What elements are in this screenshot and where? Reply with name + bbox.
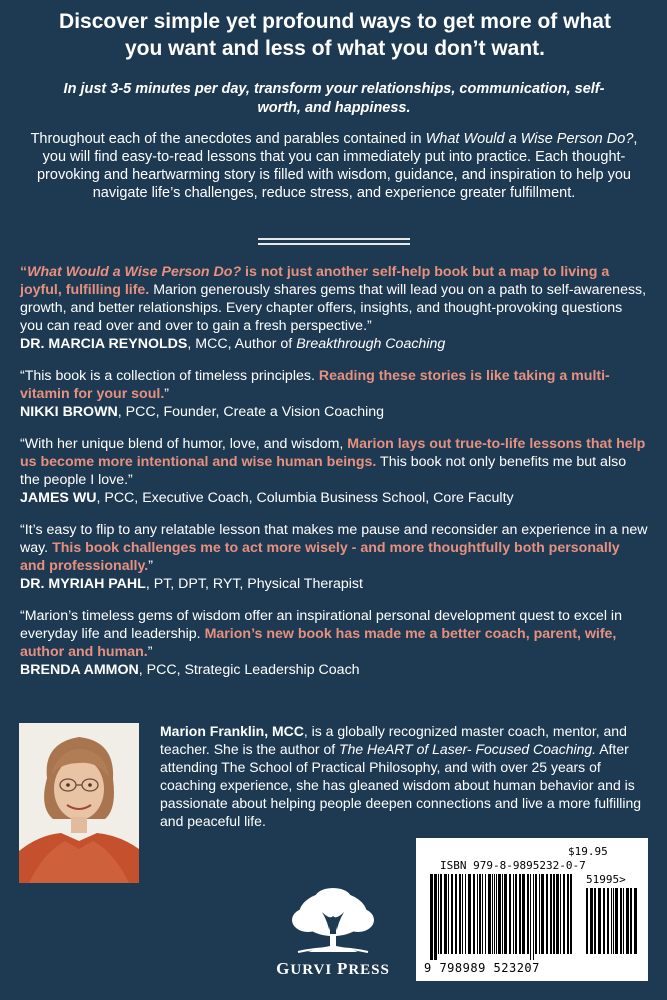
price: $19.95	[568, 845, 608, 858]
addon-barcode	[584, 888, 640, 960]
barcode-bar	[611, 888, 612, 954]
quote-open: “	[20, 264, 28, 280]
barcode-bar	[485, 874, 486, 954]
main-barcode	[428, 874, 576, 960]
barcode-bar	[459, 874, 461, 954]
quote-highlight: Marion’s new book has made me a better coach, parent, wife, author and human.	[20, 626, 617, 660]
barcode-bar	[522, 874, 525, 954]
author-photo	[19, 723, 139, 883]
testimonial-3	[20, 435, 648, 507]
barcode-bar	[477, 874, 478, 954]
quote-attribution	[20, 489, 648, 507]
barcode-bar	[496, 874, 497, 954]
quote-highlight: Reading these stories is like taking a multi-vitamin for your soul.	[20, 368, 610, 402]
quote-text: “It’s easy to flip to any relatable lesson that makes me pause and reconsider an experience in a new way.	[20, 522, 648, 556]
quote-highlight-title: What Would a Wise Person Do?	[27, 264, 242, 280]
testimonial-5	[20, 607, 648, 679]
barcode-bar	[594, 888, 596, 954]
publisher-name	[258, 959, 408, 979]
barcode-bar	[492, 874, 493, 954]
barcode-bar	[502, 874, 503, 954]
quote-close: ”	[147, 644, 153, 660]
quote-text-after: This book not only benefits me but also the people I love.”	[20, 454, 627, 488]
testimonial-2	[20, 367, 648, 421]
barcode-bar	[613, 888, 614, 954]
barcode-bar	[598, 888, 601, 954]
barcode-bar	[509, 874, 511, 954]
publisher-word-1: URVI	[290, 962, 337, 978]
headline: Discover simple yet profound ways to get more of what you want and less of what you don’t want.	[59, 10, 611, 60]
barcode-bar	[535, 874, 537, 954]
price-addon-digits: 51995>	[586, 873, 626, 886]
barcode-bar	[473, 874, 475, 954]
barcode-bar	[546, 874, 548, 954]
bio-book-title: The HeART of Laser- Focused Coaching.	[339, 741, 597, 757]
author-bio	[160, 722, 648, 830]
barcode-bar	[603, 888, 605, 954]
barcode-bar	[630, 888, 632, 954]
barcode-bar	[590, 888, 593, 954]
testimonials	[20, 263, 648, 693]
barcode-bar	[494, 874, 495, 954]
publisher-logo	[258, 886, 408, 996]
barcode-bar	[438, 874, 439, 954]
barcode-bar	[607, 888, 609, 954]
barcode-bar	[567, 874, 569, 954]
barcode-bar	[440, 874, 442, 954]
barcode-bar	[515, 874, 517, 954]
author-portrait-illustration	[19, 723, 139, 883]
barcode-bar	[482, 874, 483, 954]
desc-part1: Throughout each of the anecdotes and parables contained in	[30, 131, 426, 147]
quote-text: “This book is a collection of timeless principles.	[20, 368, 319, 384]
barcode-bar	[556, 874, 559, 954]
barcode-bar	[586, 888, 588, 954]
barcode-bar	[550, 874, 552, 954]
quote-text: “With her unique blend of humor, love, and wisdom,	[20, 436, 348, 452]
barcode-bar	[462, 874, 463, 954]
publisher-word-2: RESS	[348, 962, 390, 978]
barcode-bar	[434, 874, 437, 960]
quote-role: , PCC, Founder, Create a Vision Coaching	[117, 404, 385, 420]
barcode-bar	[615, 888, 618, 954]
barcode-bar	[519, 874, 521, 954]
quote-author: DR. MARCIA REYNOLDS	[20, 336, 188, 352]
barcode-panel	[416, 838, 648, 981]
barcode-bar	[465, 874, 466, 954]
quote-highlight: is not just another self-help book but a map to living a joyful, fulfilling life.	[20, 264, 610, 298]
barcode-bar	[541, 874, 544, 954]
quote-author: JAMES WU	[20, 490, 97, 506]
quote-role-book: Breakthrough Coaching	[296, 336, 446, 352]
barcode-bar	[539, 874, 540, 954]
barcode-bar	[498, 874, 501, 954]
publisher-initial-p: P	[336, 959, 349, 978]
quote-role: , PCC, Executive Coach, Columbia Business School, Core Faculty	[96, 490, 514, 506]
tree-icon	[258, 886, 408, 958]
barcode-bar	[513, 874, 514, 954]
barcode-bar	[623, 888, 624, 954]
quote-attribution	[20, 403, 648, 421]
quote-text: “Marion’s timeless gems of wisdom offer an inspirational personal development quest to excel in everyday life and leadership.	[20, 608, 622, 642]
barcode-bar	[455, 874, 457, 954]
bio-text-2: After attending The School of Practical Philosophy, and with over 25 years of coaching experience, she has gleaned wisdom about human behavior and is passionate about helping people deepen connections and live a more fulfilling and peaceful life.	[160, 741, 642, 829]
divider-bottom	[258, 243, 410, 245]
quote-role: , MCC, Author of	[187, 336, 297, 352]
quote-role: , PCC, Strategic Leadership Coach	[138, 662, 360, 678]
ean-digits: 9 798989 523207	[424, 961, 540, 975]
barcode-bar	[530, 874, 531, 960]
testimonial-1	[20, 263, 648, 353]
barcode-bar	[504, 874, 507, 954]
barcode-bar	[479, 874, 481, 954]
quote-role: , PT, DPT, RYT, Physical Therapist	[145, 576, 363, 592]
quote-text: Marion generously shares gems that will lead you on a path to self-awareness, growth, and better relationships. Every chapter offers, insights, and thought-provoking questions you can read over and over to gain a fresh perspective.”	[20, 282, 647, 334]
barcode-bar	[488, 874, 491, 954]
quote-attribution	[20, 335, 648, 353]
quote-attribution	[20, 575, 648, 593]
quote-highlight: Marion lays out true-to-life lessons that help us become more intentional and wise human beings.	[20, 436, 646, 470]
desc-book-title: What Would a Wise Person Do?	[425, 131, 634, 147]
barcode-bar	[527, 874, 529, 954]
testimonial-4	[20, 521, 648, 593]
publisher-initial-g: G	[276, 959, 291, 978]
barcode-bar	[570, 874, 572, 954]
barcode-bar	[468, 874, 471, 954]
barcode-bar	[553, 874, 555, 954]
quote-author: NIKKI BROWN	[20, 404, 118, 420]
barcode-bar	[448, 874, 449, 954]
desc-part2: , you will find easy-to-read lessons that you can immediately put into practice. Each thought-provoking and heartwarming story is filled with wisdom, guidance, and inspiration to help you navigate life’s challenges, reduce stress, and experience greater fulfillment.	[36, 131, 638, 201]
quote-close: ”	[148, 558, 153, 574]
book-description	[26, 130, 642, 202]
quote-author: BRENDA AMMON	[20, 662, 139, 678]
barcode-bar	[533, 874, 534, 960]
barcode-bar	[620, 888, 622, 954]
bio-text-1: , is a globally recognized master coach, mentor, and teacher. She is the author of	[160, 723, 627, 757]
barcode-bar	[430, 874, 433, 960]
barcode-bar	[444, 874, 447, 954]
barcode-bar	[451, 874, 453, 954]
author-name: Marion Franklin, MCC	[160, 723, 304, 739]
barcode-bar	[626, 888, 629, 954]
quote-highlight: This book challenges me to act more wisely - and more thoughtfully both personally and professionally.	[20, 540, 620, 574]
quote-close: ”	[164, 386, 169, 402]
intro-tagline: In just 3-5 minutes per day, transform your relationships, communication, self-worth, and happiness.	[63, 81, 605, 116]
quote-author: DR. MYRIAH PAHL	[20, 576, 146, 592]
quote-attribution	[20, 661, 648, 679]
barcode-bar	[634, 888, 637, 954]
barcode-bar	[560, 874, 561, 954]
isbn-number: ISBN 979-8-9895232-0-7	[440, 859, 586, 872]
barcode-bar	[563, 874, 565, 954]
divider-top	[258, 238, 410, 240]
